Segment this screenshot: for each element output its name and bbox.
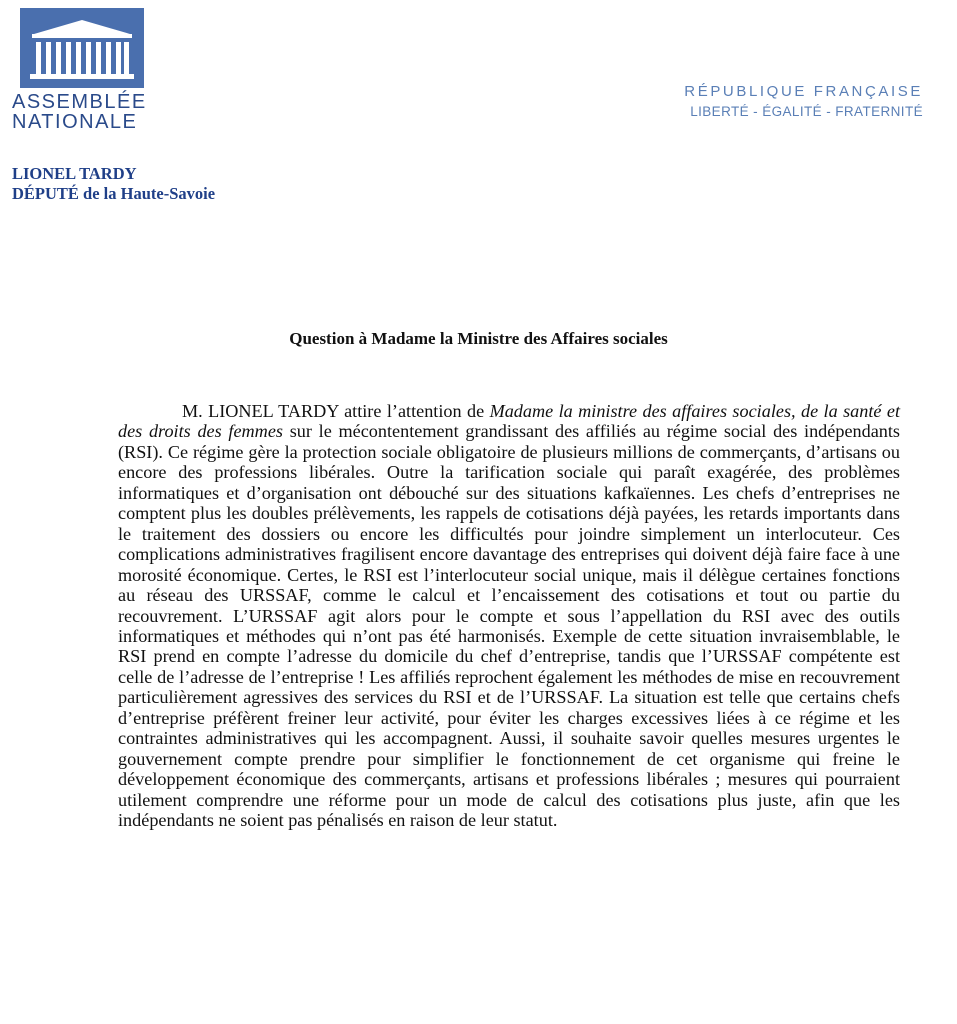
question-opening: M. LIONEL TARDY attire l’attention de	[182, 401, 490, 421]
hemicycle-building-icon	[20, 8, 144, 88]
question-addressee: Madame la ministre des affaires sociales, de la santé et des droits des femmes	[118, 401, 901, 442]
republique-francaise-header	[684, 82, 923, 122]
republic-name: RÉPUBLIQUE FRANÇAISE	[684, 83, 923, 100]
logo-text-line-2: NATIONALE	[12, 111, 138, 133]
deputy-title: DÉPUTÉ de la Haute-Savoie	[12, 184, 216, 203]
deputy-name: LIONEL TARDY	[12, 164, 137, 183]
republic-motto: LIBERTÉ - ÉGALITÉ - FRATERNITÉ	[690, 104, 923, 119]
question-title: Question à Madame la Ministre des Affaires sociales	[289, 329, 668, 348]
question-body-text: sur le mécontentement grandissant des affiliés au régime social des indépendants (RSI). Ce régime gère la protection sociale obligatoire de plusieurs millions de commerçants, d’artisans ou encore des professions libérales. Outre la tarification sociale qui paraît exagérée, des problèmes informatiques et d’organisation ont débouché sur des situations kafkaïennes. Les chefs d’entreprises ne comptent plus les doubles prélèvements, les rappels de cotisations déjà payées, les retards importants dans le traitement des dossiers ou encore les difficultés pour joindre simplement un interlocuteur. Ces complications administratives fragilisent encore davantage des entreprises qui doivent déjà faire face à une morosité économique. Certes, le RSI est l’interlocuteur social unique, mais il délègue certaines fonctions au réseau des URSSAF, comme le calcul et l’encaissement des cotisations et tout ou partie du recouvrement. L’URSSAF agit alors pour le compte et sous l’appellation du RSI avec des outils informatiques et méthodes qui n’ont pas été harmonisés. Exemple de cette situation invraisemblable, le RSI prend en compte l’adresse du domicile du chef d’entreprise, tandis que l’URSSAF compétente est celle de l’adresse de l’entreprise ! Les affiliés reprochent également les méthodes de mise en recouvrement particulièrement agressives des services du RSI et de l’URSSAF. La situation est telle que certains chefs d’entreprise préfèrent freiner leur activité, pour éviter les charges excessives liées à ce régime et les contraintes administratives qui les accompagnent. Aussi, il souhaite savoir quelles mesures urgentes le gouvernement compte prendre pour simplifier le fonctionnement de cet organisme qui freine le développement économique des commerçants, artisans et professions libérales ; mesures qui pourraient utilement comprendre une réforme pour un mode de calcul des cotisations plus juste, afin que les indépendants ne soient pas pénalisés en raison de leur statut.	[118, 421, 901, 831]
deputy-block	[12, 164, 215, 204]
logo-text-line-1: ASSEMBLÉE	[12, 91, 147, 113]
question-body	[118, 401, 900, 831]
